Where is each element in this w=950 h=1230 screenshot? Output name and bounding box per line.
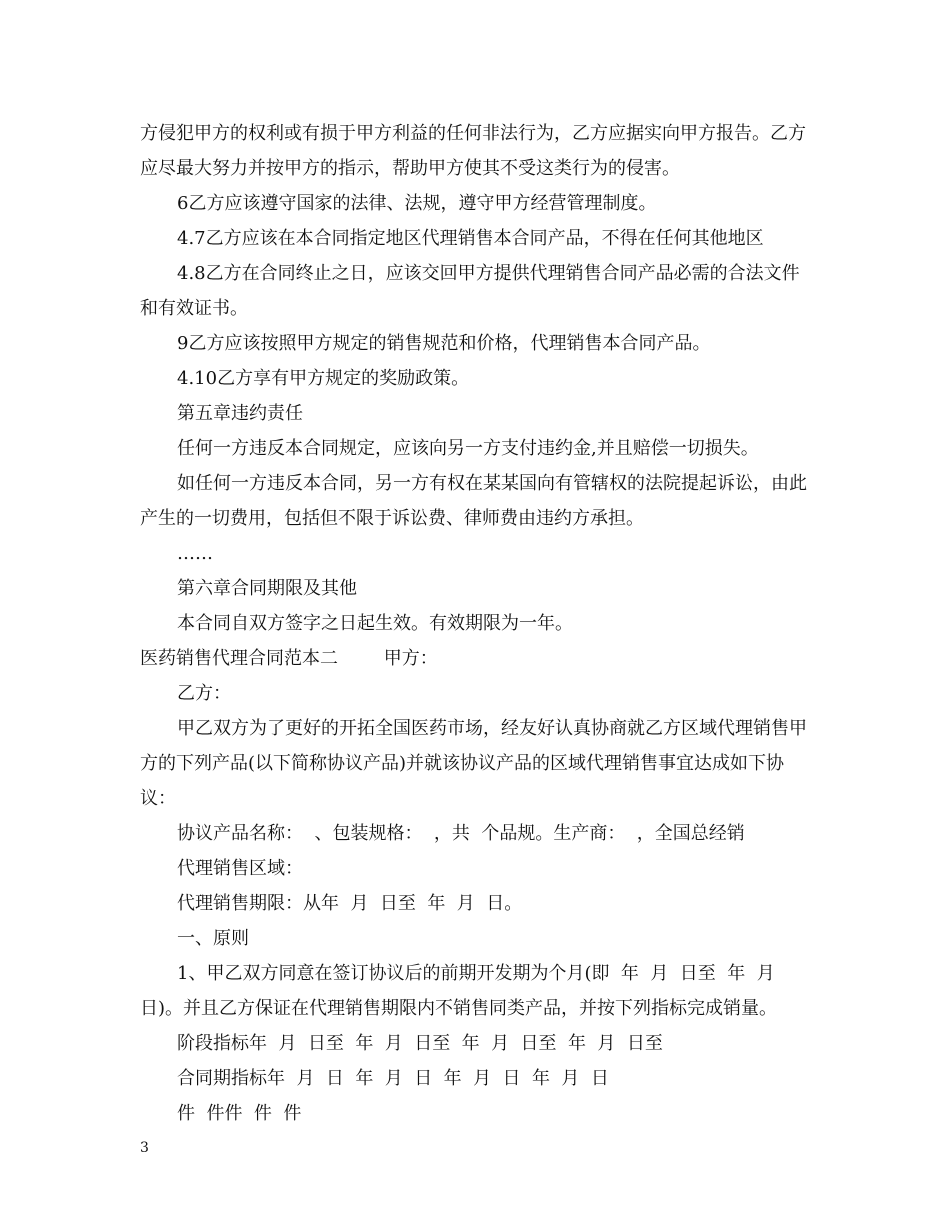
paragraph: 合同期指标年 月 日 年 月 日 年 月 日 年 月 日 — [177, 1068, 609, 1089]
paragraph: 件 件件 件 件 — [177, 1103, 302, 1124]
section-heading: 第五章违约责任 — [177, 403, 303, 424]
paragraph: 9乙方应该按照甲方规定的销售规范和价格，代理销售本合同产品。 — [177, 333, 711, 354]
party-b-label: 乙方： — [177, 683, 231, 704]
document-body — [140, 116, 812, 1131]
section-heading: 一、原则 — [177, 928, 249, 949]
page-number: 3 — [140, 1140, 149, 1156]
contract-title: 医药销售代理合同范本二 甲方： — [140, 648, 438, 669]
paragraph: 方侵犯甲方的权利或有损于甲方利益的任何非法行为，乙方应据实向甲方报告。乙方应尽最大努力并按甲方的指示，帮助甲方使其不受这类行为的侵害。 — [140, 123, 806, 179]
paragraph: 任何一方违反本合同规定，应该向另一方支付违约金,并且赔偿一切损失。 — [177, 438, 759, 459]
paragraph: 4.10乙方享有甲方规定的奖励政策。 — [177, 368, 470, 389]
paragraph: 4.8乙方在合同终止之日，应该交回甲方提供代理销售合同产品必需的合法文件和有效证书。 — [140, 263, 800, 319]
paragraph: 阶段指标年 月 日至 年 月 日至 年 月 日至 年 月 日至 — [177, 1033, 663, 1054]
paragraph: 甲乙双方为了更好的开拓全国医药市场，经友好认真协商就乙方区域代理销售甲方的下列产品(以下简称协议产品)并就该协议产品的区域代理销售事宜达成如下协议： — [140, 718, 807, 809]
paragraph: 代理销售期限：从年 月 日至 年 月 日。 — [177, 893, 523, 914]
paragraph: 代理销售区域： — [177, 858, 303, 879]
paragraph: 如任何一方违反本合同，另一方有权在某某国向有管辖权的法院提起诉讼，由此产生的一切费用，包括但不限于诉讼费、律师费由违约方承担。 — [140, 473, 807, 529]
paragraph: 6乙方应该遵守国家的法律、法规，遵守甲方经营管理制度。 — [177, 193, 657, 214]
ellipsis: …… — [177, 543, 213, 564]
section-heading: 第六章合同期限及其他 — [177, 578, 357, 599]
paragraph: 协议产品名称： 、包装规格： ，共 个品规。生产商： ，全国总经销 — [177, 823, 745, 844]
paragraph: 1、甲乙双方同意在签订协议后的前期开发期为个月(即 年 月 日至 年 月 日)。并且乙方保证在代理销售期限内不销售同类产品，并按下列指标完成销量。 — [140, 963, 787, 1019]
paragraph: 本合同自双方签字之日起生效。有效期限为一年。 — [177, 613, 573, 634]
paragraph: 4.7乙方应该在本合同指定地区代理销售本合同产品，不得在任何其他地区 — [177, 228, 764, 249]
